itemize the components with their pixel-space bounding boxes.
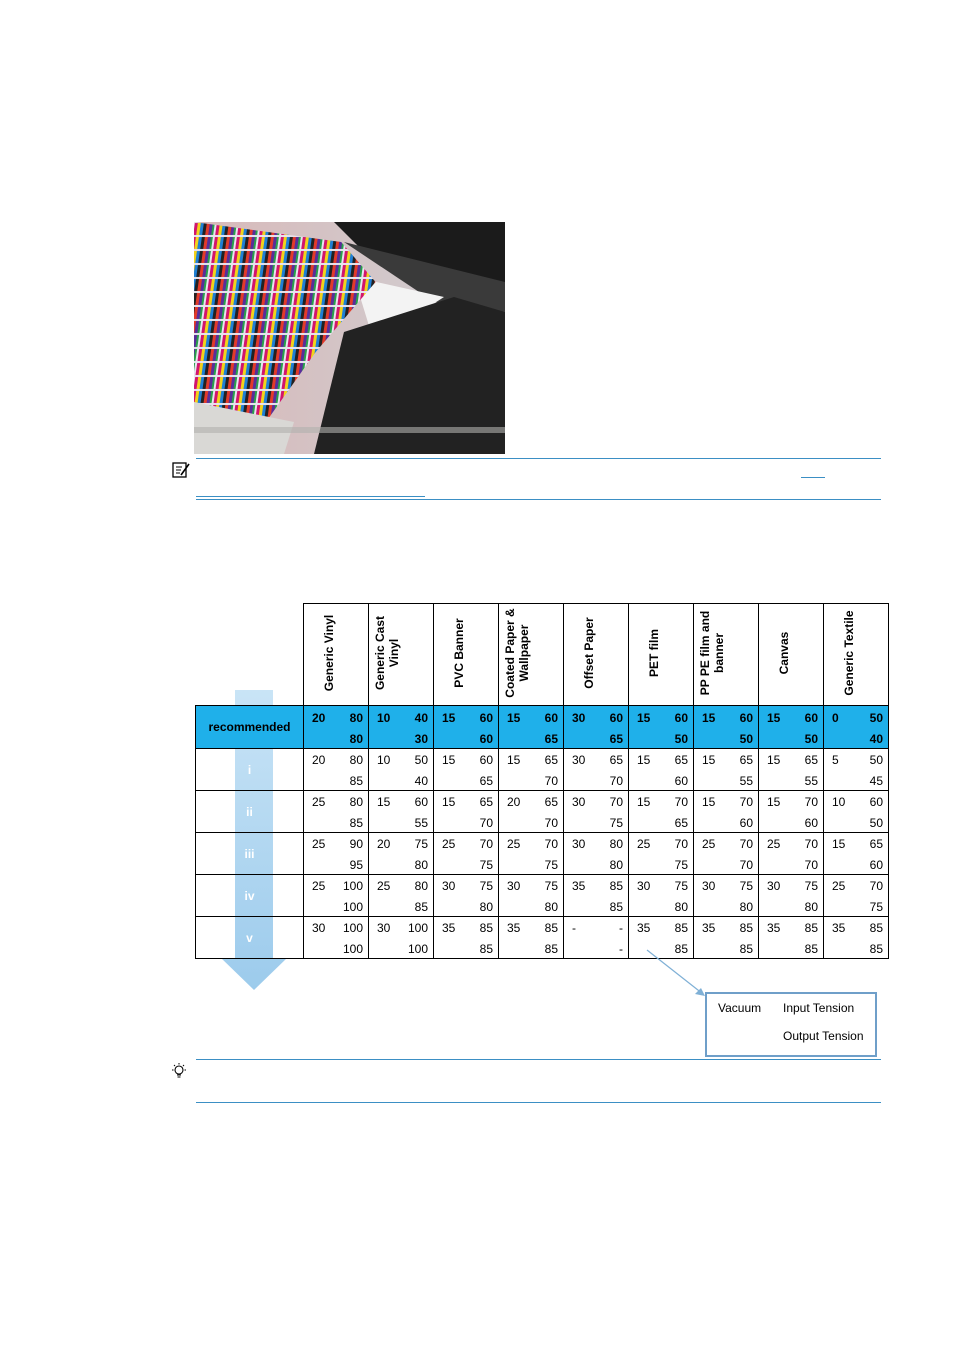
cell-input-tension: 60 bbox=[414, 795, 428, 809]
cell-input-tension: 80 bbox=[609, 837, 623, 851]
cell-input-tension: 85 bbox=[674, 921, 688, 935]
table-cell bbox=[434, 833, 499, 875]
column-header bbox=[369, 604, 434, 706]
column-header-label: Generic Textile bbox=[842, 610, 856, 696]
table-cell bbox=[694, 833, 759, 875]
column-header bbox=[499, 604, 564, 706]
cell-input-tension: 70 bbox=[479, 837, 493, 851]
cell-output-tension: 95 bbox=[349, 858, 363, 872]
cell-input-tension: 65 bbox=[869, 837, 883, 851]
cell-input-tension: 85 bbox=[804, 921, 818, 935]
table-cell bbox=[304, 706, 369, 749]
cell-output-tension: 75 bbox=[609, 816, 623, 830]
cell-vacuum: 10 bbox=[377, 710, 391, 725]
cell-output-tension: 50 bbox=[674, 731, 688, 746]
table-cell bbox=[564, 706, 629, 749]
table-cell bbox=[564, 749, 629, 791]
table-cell bbox=[434, 917, 499, 959]
cell-vacuum: 15 bbox=[702, 795, 716, 809]
table-cell bbox=[499, 875, 564, 917]
table-corner bbox=[196, 604, 304, 706]
cell-vacuum: 30 bbox=[377, 921, 391, 935]
cell-output-tension: 80 bbox=[739, 900, 753, 914]
table-cell bbox=[824, 706, 889, 749]
cell-output-tension: 100 bbox=[407, 942, 428, 956]
cell-input-tension: 70 bbox=[739, 837, 753, 851]
cell-legend bbox=[705, 992, 877, 1057]
cell-output-tension: 65 bbox=[674, 816, 688, 830]
cell-vacuum: 25 bbox=[312, 837, 326, 851]
cell-output-tension: 60 bbox=[739, 816, 753, 830]
cell-output-tension: 85 bbox=[804, 942, 818, 956]
tip-top-rule bbox=[196, 1059, 881, 1060]
cell-output-tension: 70 bbox=[609, 774, 623, 788]
cell-vacuum: 15 bbox=[832, 837, 846, 851]
cell-vacuum: 35 bbox=[572, 879, 586, 893]
table-cell bbox=[499, 706, 564, 749]
cell-vacuum: 30 bbox=[312, 921, 326, 935]
table-cell bbox=[369, 833, 434, 875]
cell-output-tension: 50 bbox=[804, 731, 818, 746]
cell-vacuum: 15 bbox=[767, 710, 781, 725]
cell-vacuum: 15 bbox=[637, 710, 651, 725]
cell-output-tension: 85 bbox=[739, 942, 753, 956]
cell-input-tension: 60 bbox=[674, 710, 688, 725]
cell-vacuum: 15 bbox=[442, 710, 456, 725]
cell-input-tension: 80 bbox=[349, 710, 363, 725]
table-cell bbox=[694, 749, 759, 791]
cell-input-tension: 85 bbox=[544, 921, 558, 935]
column-header bbox=[759, 604, 824, 706]
column-header-label: Offset Paper bbox=[582, 617, 596, 689]
cell-input-tension: 65 bbox=[609, 753, 623, 767]
cell-vacuum: 15 bbox=[442, 795, 456, 809]
cell-vacuum: 15 bbox=[702, 753, 716, 767]
cell-output-tension: 80 bbox=[609, 858, 623, 872]
cell-input-tension: 60 bbox=[479, 710, 493, 725]
cell-output-tension: 60 bbox=[804, 816, 818, 830]
cell-input-tension: 70 bbox=[869, 879, 883, 893]
cell-input-tension: 75 bbox=[544, 879, 558, 893]
cell-input-tension: 85 bbox=[609, 879, 623, 893]
table-row bbox=[196, 833, 889, 875]
cell-output-tension: 80 bbox=[674, 900, 688, 914]
cell-output-tension: 80 bbox=[544, 900, 558, 914]
cell-input-tension: 75 bbox=[479, 879, 493, 893]
cell-input-tension: 60 bbox=[869, 795, 883, 809]
table-cell bbox=[304, 833, 369, 875]
cell-output-tension: 85 bbox=[544, 942, 558, 956]
cell-output-tension: 80 bbox=[479, 900, 493, 914]
cell-output-tension: 65 bbox=[479, 774, 493, 788]
column-header-label: PP PE film and banner bbox=[698, 610, 726, 696]
table-cell bbox=[629, 749, 694, 791]
cell-input-tension: 75 bbox=[674, 879, 688, 893]
cell-input-tension: 70 bbox=[609, 795, 623, 809]
cell-output-tension: 55 bbox=[804, 774, 818, 788]
cell-vacuum: 25 bbox=[442, 837, 456, 851]
cell-input-tension: 50 bbox=[414, 753, 428, 767]
cell-output-tension: 85 bbox=[479, 942, 493, 956]
table-cell bbox=[824, 875, 889, 917]
note-icon bbox=[172, 461, 190, 479]
cell-input-tension: 65 bbox=[739, 753, 753, 767]
cell-vacuum: 30 bbox=[767, 879, 781, 893]
legend-pointer-arrow bbox=[645, 948, 709, 1000]
cell-input-tension: 100 bbox=[342, 921, 363, 935]
cell-input-tension: 80 bbox=[349, 753, 363, 767]
table-cell bbox=[304, 749, 369, 791]
cell-output-tension: 85 bbox=[414, 900, 428, 914]
cell-vacuum: 20 bbox=[312, 710, 326, 725]
table-cell bbox=[564, 791, 629, 833]
note-bottom-rule bbox=[196, 499, 881, 500]
row-label: i bbox=[196, 749, 304, 791]
table-cell bbox=[629, 875, 694, 917]
table-row bbox=[196, 875, 889, 917]
column-header-label: Canvas bbox=[777, 631, 791, 675]
cell-input-tension: 85 bbox=[479, 921, 493, 935]
column-header-label: PVC Banner bbox=[452, 618, 466, 688]
column-header bbox=[694, 604, 759, 706]
table-row bbox=[196, 749, 889, 791]
cell-output-tension: 75 bbox=[674, 858, 688, 872]
cell-input-tension: 40 bbox=[414, 710, 428, 725]
table-cell bbox=[564, 833, 629, 875]
table-cell bbox=[759, 706, 824, 749]
table-row bbox=[196, 917, 889, 959]
cell-vacuum: 20 bbox=[312, 753, 326, 767]
row-label: recommended bbox=[196, 706, 304, 749]
table-cell bbox=[629, 706, 694, 749]
table-cell bbox=[759, 749, 824, 791]
row-label: ii bbox=[196, 791, 304, 833]
cell-output-tension: 40 bbox=[414, 774, 428, 788]
cell-output-tension: 75 bbox=[479, 858, 493, 872]
cell-vacuum: 35 bbox=[442, 921, 456, 935]
cell-vacuum: 35 bbox=[637, 921, 651, 935]
tip-bottom-rule bbox=[196, 1102, 881, 1103]
cell-vacuum: 15 bbox=[507, 753, 521, 767]
table-cell bbox=[434, 791, 499, 833]
cell-output-tension: 85 bbox=[674, 942, 688, 956]
printer-media-photo bbox=[194, 222, 505, 454]
column-header-label: Generic Vinyl bbox=[322, 614, 336, 692]
table-cell bbox=[824, 791, 889, 833]
cell-output-tension: 70 bbox=[479, 816, 493, 830]
cell-output-tension: 70 bbox=[544, 816, 558, 830]
cell-output-tension: 65 bbox=[544, 731, 558, 746]
note-top-rule bbox=[196, 458, 881, 459]
cell-input-tension: 90 bbox=[349, 837, 363, 851]
note-link-underline[interactable] bbox=[196, 496, 425, 497]
cell-vacuum: 10 bbox=[832, 795, 846, 809]
cell-vacuum: 25 bbox=[377, 879, 391, 893]
cell-input-tension: 80 bbox=[414, 879, 428, 893]
cell-vacuum: 30 bbox=[572, 795, 586, 809]
column-header-label: Generic Cast Vinyl bbox=[373, 615, 401, 691]
cell-output-tension: 100 bbox=[342, 942, 363, 956]
column-header bbox=[564, 604, 629, 706]
cell-output-tension: 70 bbox=[544, 774, 558, 788]
table-cell bbox=[499, 833, 564, 875]
cell-output-tension: 100 bbox=[342, 900, 363, 914]
cell-vacuum: 30 bbox=[572, 753, 586, 767]
cell-vacuum: 30 bbox=[572, 710, 586, 725]
column-header bbox=[629, 604, 694, 706]
cell-input-tension: 75 bbox=[414, 837, 428, 851]
cell-output-tension: 55 bbox=[414, 816, 428, 830]
cell-vacuum: 30 bbox=[637, 879, 651, 893]
cell-vacuum: 35 bbox=[767, 921, 781, 935]
cell-vacuum: - bbox=[572, 921, 576, 935]
table-cell bbox=[564, 917, 629, 959]
table-cell bbox=[759, 875, 824, 917]
cell-input-tension: 65 bbox=[804, 753, 818, 767]
cell-vacuum: 25 bbox=[702, 837, 716, 851]
cell-input-tension: 85 bbox=[739, 921, 753, 935]
cell-input-tension: 75 bbox=[739, 879, 753, 893]
cell-output-tension: 65 bbox=[609, 731, 623, 746]
table-cell bbox=[759, 791, 824, 833]
cell-output-tension: 55 bbox=[739, 774, 753, 788]
cell-output-tension: 60 bbox=[479, 731, 493, 746]
row-label: v bbox=[196, 917, 304, 959]
cell-vacuum: 5 bbox=[832, 753, 839, 767]
table-cell bbox=[694, 875, 759, 917]
cell-output-tension: 75 bbox=[869, 900, 883, 914]
table-cell bbox=[499, 749, 564, 791]
cell-input-tension: 100 bbox=[407, 921, 428, 935]
table-cell bbox=[369, 791, 434, 833]
cell-input-tension: 65 bbox=[479, 795, 493, 809]
cell-input-tension: 70 bbox=[674, 837, 688, 851]
cell-output-tension: 80 bbox=[414, 858, 428, 872]
cell-vacuum: 35 bbox=[832, 921, 846, 935]
cell-output-tension: 70 bbox=[804, 858, 818, 872]
cell-vacuum: 30 bbox=[572, 837, 586, 851]
cell-vacuum: 25 bbox=[832, 879, 846, 893]
table-cell bbox=[369, 749, 434, 791]
cell-input-tension: 70 bbox=[804, 837, 818, 851]
cell-input-tension: 65 bbox=[544, 753, 558, 767]
cell-input-tension: 60 bbox=[739, 710, 753, 725]
cell-vacuum: 0 bbox=[832, 710, 839, 725]
cell-output-tension: - bbox=[619, 942, 623, 956]
column-header bbox=[824, 604, 889, 706]
cell-vacuum: 35 bbox=[702, 921, 716, 935]
cell-input-tension: 85 bbox=[869, 921, 883, 935]
cell-input-tension: 65 bbox=[544, 795, 558, 809]
cell-vacuum: 20 bbox=[377, 837, 391, 851]
table-cell bbox=[304, 875, 369, 917]
cell-vacuum: 30 bbox=[507, 879, 521, 893]
legend-input-tension: Input Tension bbox=[783, 1001, 855, 1015]
table-cell bbox=[434, 749, 499, 791]
cell-vacuum: 15 bbox=[637, 753, 651, 767]
column-header-label: PET film bbox=[647, 629, 661, 678]
cell-input-tension: 100 bbox=[342, 879, 363, 893]
cell-output-tension: 45 bbox=[869, 774, 883, 788]
cell-output-tension: 75 bbox=[544, 858, 558, 872]
cell-input-tension: 60 bbox=[544, 710, 558, 725]
cell-input-tension: - bbox=[619, 921, 623, 935]
legend-vacuum: Vacuum bbox=[718, 1001, 762, 1015]
cell-vacuum: 25 bbox=[767, 837, 781, 851]
cell-vacuum: 20 bbox=[507, 795, 521, 809]
table-cell bbox=[434, 706, 499, 749]
cell-output-tension: 80 bbox=[804, 900, 818, 914]
cell-vacuum: 25 bbox=[507, 837, 521, 851]
cell-output-tension: 80 bbox=[349, 731, 363, 746]
column-header bbox=[434, 604, 499, 706]
table-row bbox=[196, 706, 889, 749]
column-header-label: Coated Paper & Wallpaper bbox=[503, 608, 531, 698]
cell-vacuum: 15 bbox=[702, 710, 716, 725]
table-cell bbox=[759, 917, 824, 959]
cell-vacuum: 30 bbox=[702, 879, 716, 893]
cell-output-tension: 60 bbox=[674, 774, 688, 788]
table-row bbox=[196, 791, 889, 833]
cell-input-tension: 60 bbox=[609, 710, 623, 725]
cell-output-tension: 70 bbox=[739, 858, 753, 872]
cell-output-tension: 85 bbox=[349, 774, 363, 788]
table-cell bbox=[629, 833, 694, 875]
table-cell bbox=[694, 706, 759, 749]
row-label: iii bbox=[196, 833, 304, 875]
cell-input-tension: 80 bbox=[349, 795, 363, 809]
table-cell bbox=[824, 917, 889, 959]
cell-vacuum: 25 bbox=[637, 837, 651, 851]
cell-vacuum: 30 bbox=[442, 879, 456, 893]
table-cell bbox=[304, 917, 369, 959]
cell-output-tension: 30 bbox=[414, 731, 428, 746]
table-cell bbox=[629, 791, 694, 833]
table-cell bbox=[499, 791, 564, 833]
table-cell bbox=[499, 917, 564, 959]
cell-output-tension: 60 bbox=[869, 858, 883, 872]
table-cell bbox=[304, 791, 369, 833]
cell-output-tension: 40 bbox=[869, 731, 883, 746]
cell-input-tension: 50 bbox=[869, 710, 883, 725]
cell-vacuum: 15 bbox=[767, 795, 781, 809]
cell-input-tension: 60 bbox=[479, 753, 493, 767]
cell-vacuum: 10 bbox=[377, 753, 391, 767]
cell-input-tension: 70 bbox=[804, 795, 818, 809]
cell-input-tension: 70 bbox=[544, 837, 558, 851]
cell-input-tension: 70 bbox=[674, 795, 688, 809]
cell-input-tension: 65 bbox=[674, 753, 688, 767]
cell-vacuum: 25 bbox=[312, 879, 326, 893]
table-cell bbox=[824, 833, 889, 875]
cell-output-tension: 85 bbox=[869, 942, 883, 956]
lightbulb-icon bbox=[170, 1062, 188, 1080]
cell-output-tension: 85 bbox=[349, 816, 363, 830]
cell-output-tension: 85 bbox=[609, 900, 623, 914]
cell-input-tension: 60 bbox=[804, 710, 818, 725]
column-header bbox=[304, 604, 369, 706]
table-cell bbox=[369, 917, 434, 959]
cell-vacuum: 15 bbox=[442, 753, 456, 767]
cell-input-tension: 70 bbox=[739, 795, 753, 809]
cell-vacuum: 15 bbox=[377, 795, 391, 809]
row-label: iv bbox=[196, 875, 304, 917]
table-cell bbox=[759, 833, 824, 875]
cell-vacuum: 35 bbox=[507, 921, 521, 935]
tension-settings-table bbox=[195, 603, 889, 959]
table-cell bbox=[824, 749, 889, 791]
table-cell bbox=[564, 875, 629, 917]
table-cell bbox=[434, 875, 499, 917]
cell-output-tension: 50 bbox=[869, 816, 883, 830]
cell-input-tension: 75 bbox=[804, 879, 818, 893]
cell-vacuum: 15 bbox=[767, 753, 781, 767]
note-link-underline[interactable] bbox=[801, 477, 825, 478]
table-cell bbox=[694, 791, 759, 833]
table-cell bbox=[369, 875, 434, 917]
cell-vacuum: 15 bbox=[507, 710, 521, 725]
cell-input-tension: 50 bbox=[869, 753, 883, 767]
table-cell bbox=[369, 706, 434, 749]
cell-vacuum: 25 bbox=[312, 795, 326, 809]
legend-output-tension: Output Tension bbox=[783, 1029, 864, 1043]
cell-vacuum: 15 bbox=[637, 795, 651, 809]
cell-output-tension: 50 bbox=[739, 731, 753, 746]
